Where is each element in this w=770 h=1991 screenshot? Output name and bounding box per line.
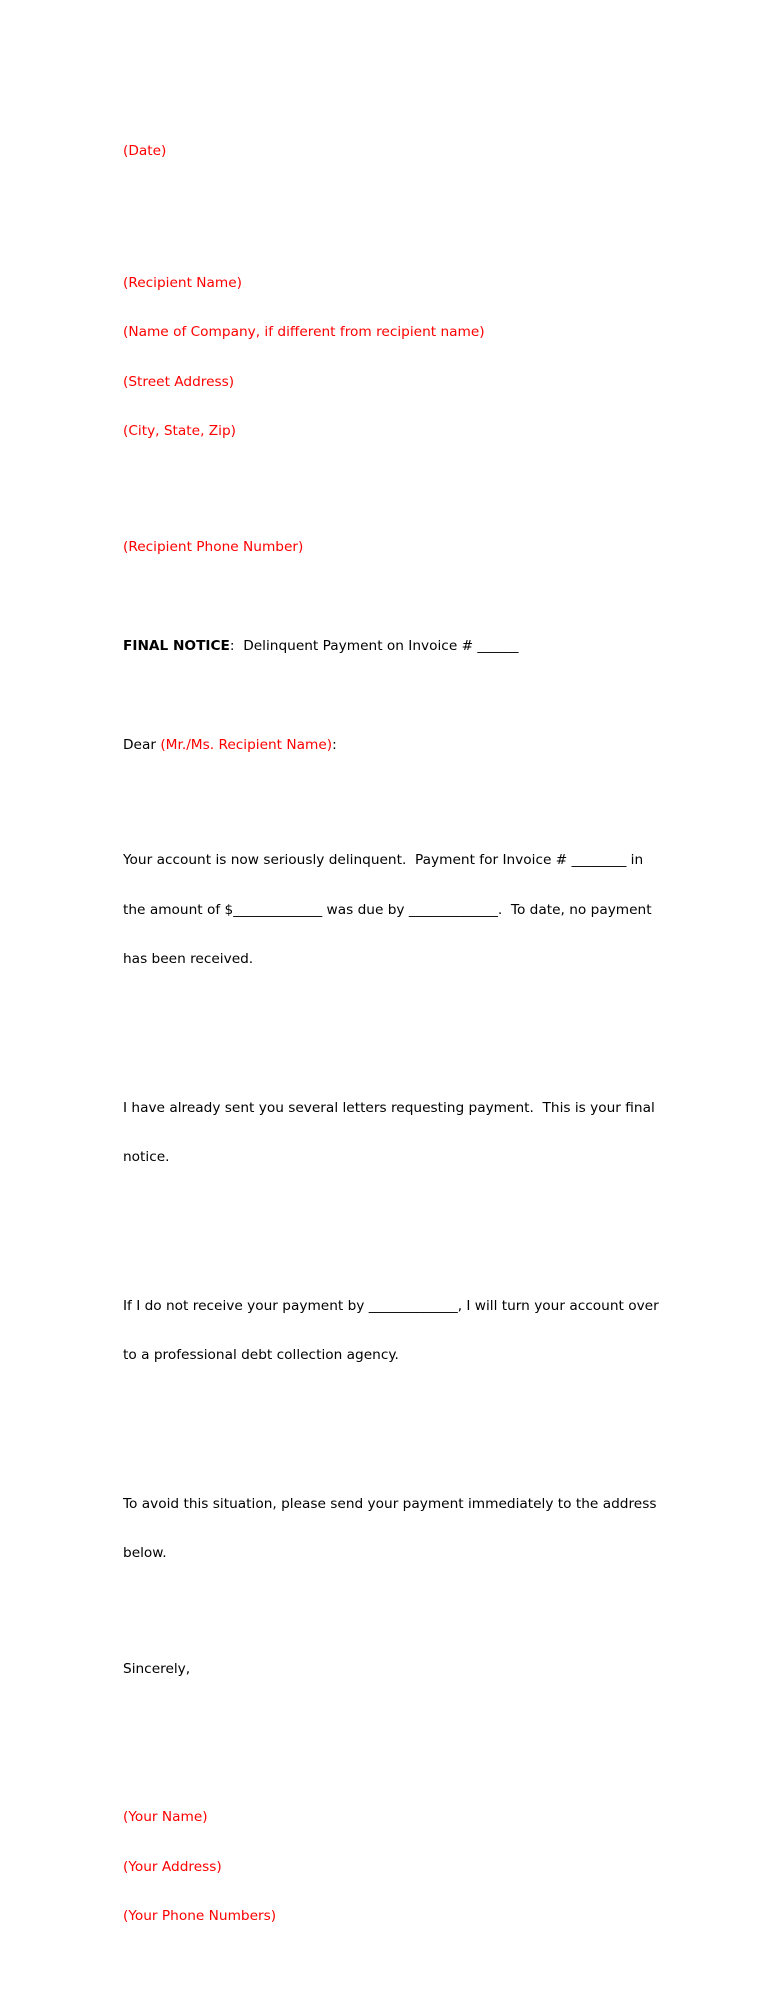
- paragraph-line: the amount of $_____________ was due by _____________. To date, no payment: [123, 901, 652, 918]
- paragraph-line: I have already sent you several letters requesting payment. This is your final: [123, 1099, 655, 1116]
- sender-address: (Your Address): [123, 1858, 222, 1875]
- letter-body: [123, 93, 659, 1991]
- closing: Sincerely,: [123, 1660, 191, 1677]
- paragraph-line: To avoid this situation, please send your payment immediately to the address: [123, 1495, 657, 1512]
- paragraph-overdue-notice: [123, 819, 659, 1001]
- salutation-punctuation: :: [332, 736, 337, 753]
- paragraph-line: Your account is now seriously delinquent. Payment for Invoice # ________ in: [123, 852, 644, 868]
- recipient-name: (Recipient Name): [123, 274, 243, 291]
- salutation: [123, 737, 659, 754]
- paragraph-line: to a professional debt collection agency.: [123, 1347, 399, 1363]
- paragraph-final-notice: [123, 1067, 659, 1199]
- paragraph-line: has been received.: [123, 951, 254, 967]
- sender-signature-block: [123, 1776, 659, 1958]
- paragraph-line: below.: [123, 1545, 167, 1561]
- subject-text: : Delinquent Payment on Invoice # ______: [229, 637, 519, 654]
- paragraph-line: notice.: [123, 1149, 170, 1165]
- subject-label: FINAL NOTICE: [123, 637, 230, 654]
- recipient-street: (Street Address): [123, 373, 235, 390]
- salutation-greeting: Dear: [123, 736, 161, 753]
- sender-phone-numbers: (Your Phone Numbers): [123, 1908, 277, 1924]
- paragraph-line: If I do not receive your payment by _____________, I will turn your account over: [123, 1297, 659, 1314]
- paragraph-payment-request: [123, 1463, 659, 1595]
- sender-name: (Your Name): [123, 1809, 208, 1825]
- paragraph-collection-warning: [123, 1265, 659, 1397]
- recipient-phone: (Recipient Phone Number): [123, 538, 304, 555]
- date-placeholder: (Date): [123, 142, 167, 159]
- subject-line: [123, 638, 659, 655]
- recipient-city-state-zip: (City, State, Zip): [123, 423, 237, 439]
- recipient-address-block: [123, 242, 659, 473]
- salutation-recipient: (Mr./Ms. Recipient Name): [160, 736, 333, 753]
- recipient-company: (Name of Company, if different from recipient name): [123, 324, 485, 340]
